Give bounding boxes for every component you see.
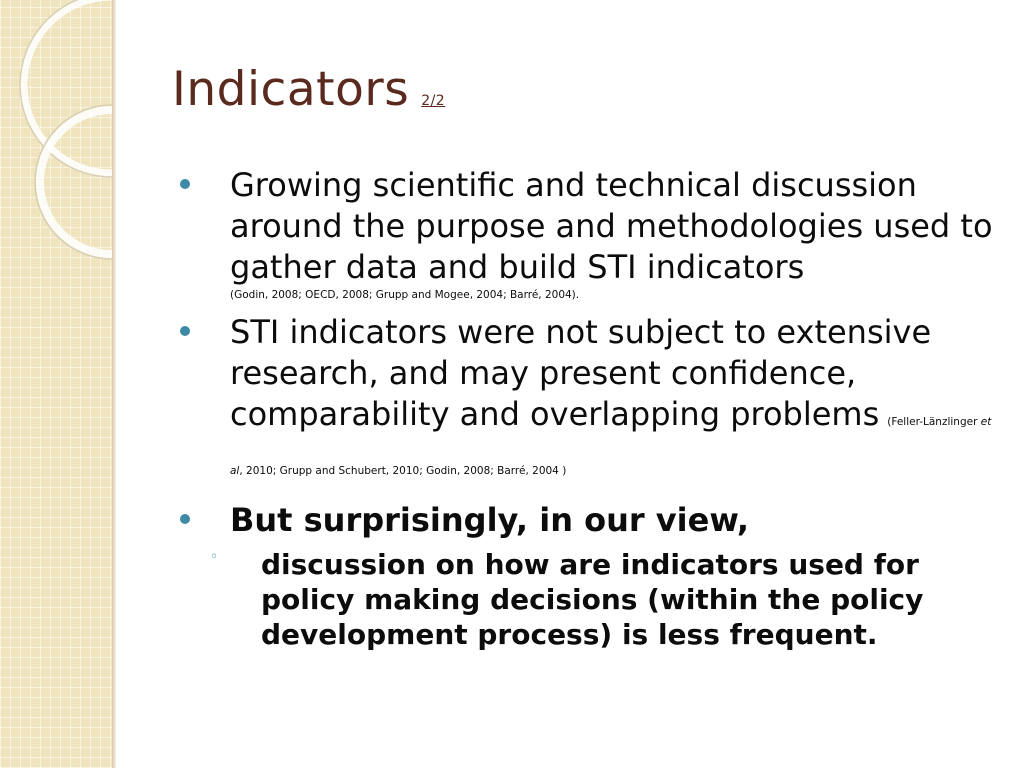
- bullet-2-block: [230, 312, 1005, 492]
- hollow-bullet-icon: ◦: [210, 549, 219, 565]
- bullet-item-1: [175, 165, 1005, 302]
- bullet-2-citation-after: , 2010; Grupp and Schubert, 2010; Godin, 2008; Barré, 2004 ): [239, 465, 567, 477]
- bullet-item-2: [175, 312, 1005, 492]
- decorative-circles: [0, 0, 112, 300]
- bullet-1-text: Growing scientific and technical discussion around the purpose and methodologies used to gather data and build STI indicators: [230, 166, 993, 286]
- slide-content: [175, 165, 1005, 652]
- bullet-2-text: STI indicators were not subject to extensive research, and may present confidence, comparability and overlapping problems: [230, 313, 932, 433]
- sub-bullet-text: discussion on how are indicators used for policy making decisions (within the policy development process) is less frequent.: [261, 548, 924, 651]
- bullet-2-citation-italic: et al: [230, 416, 992, 477]
- slide-title: [172, 62, 445, 117]
- slide-title-page: 2/2: [421, 93, 446, 109]
- slide-title-text: Indicators: [172, 62, 410, 117]
- decorative-side-band: [0, 0, 112, 768]
- bullet-item-3: [175, 500, 1005, 541]
- bullet-dot-icon: [180, 514, 190, 524]
- sub-bullet-item: [175, 547, 1005, 652]
- bullet-3-text: But surprisingly, in our view,: [230, 501, 749, 539]
- bullet-2-citation-before: (Feller-Länzlinger: [887, 416, 978, 428]
- side-band-edge: [112, 0, 116, 768]
- bullet-1-citation: (Godin, 2008; OECD, 2008; Grupp and Mogee, 2004; Barré, 2004).: [230, 289, 580, 301]
- bullet-dot-icon: [180, 179, 190, 189]
- bullet-dot-icon: [180, 326, 190, 336]
